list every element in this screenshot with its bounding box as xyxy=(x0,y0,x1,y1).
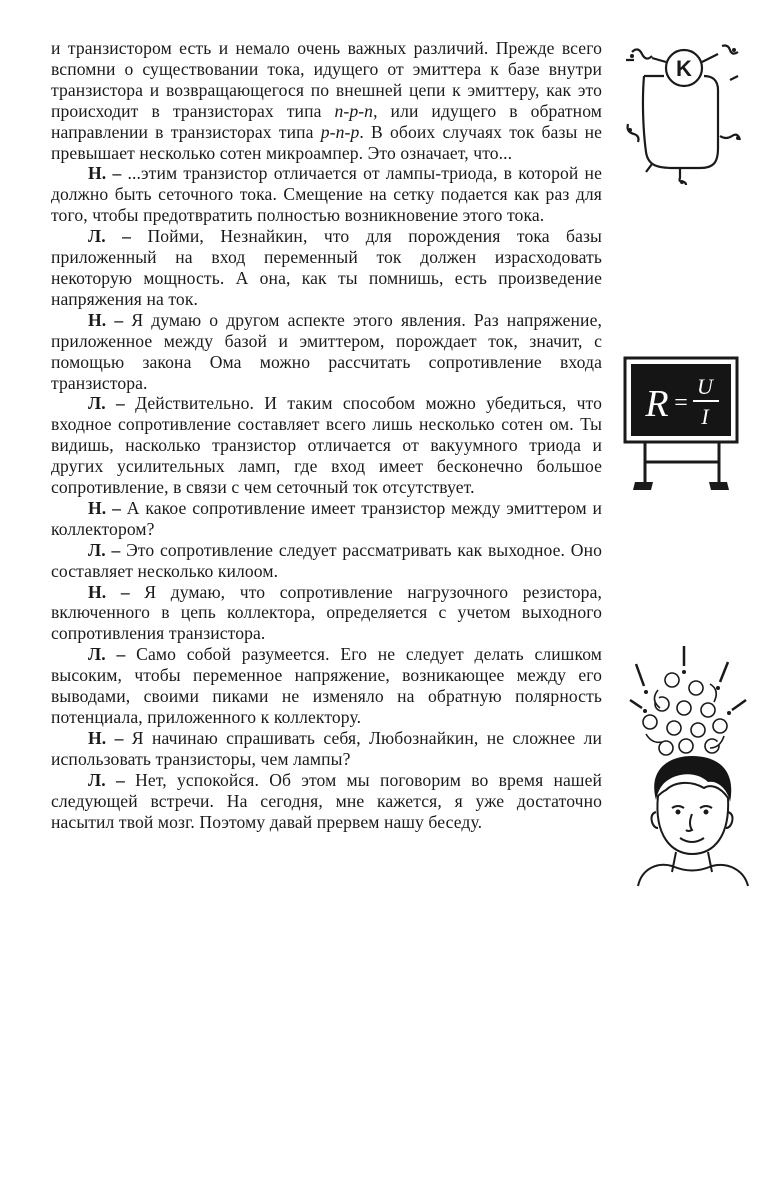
speaker-label: Л. – xyxy=(88,539,121,560)
dialogue-paragraph xyxy=(51,770,602,833)
dialogue-text: Действительно. И таким способом можно убедиться, что входное сопротивление составляет всего лишь несколько сотен ом. Ты видишь, насколько транзистор отличается от вакуумного триода и других усилительных ламп, где вход имеет бесконечно большое сопротивление, в связи с чем сеточный ток отсутствует. xyxy=(51,393,602,498)
formula-voltage: U xyxy=(697,374,713,399)
dialogue-text: А какое сопротивление имеет транзистор между эмиттером и коллектором? xyxy=(51,497,602,539)
circuit-drawing xyxy=(622,40,744,185)
blackboard-illustration xyxy=(623,354,741,494)
paragraph-intro xyxy=(51,38,602,163)
main-text xyxy=(51,38,602,832)
dialogue-paragraph xyxy=(51,540,602,582)
text-run: , или идущего в обратном направлении в транзисторах типа xyxy=(51,100,602,142)
speaker-label: Н. – xyxy=(88,497,121,518)
speaker-label: Л. – xyxy=(88,393,125,414)
npn-term: n-p-n xyxy=(334,100,374,121)
speaker-label: Л. – xyxy=(88,226,132,247)
dialogue-paragraph xyxy=(51,163,602,226)
transistor-symbol-letter: K xyxy=(676,56,692,81)
speaker-label: Н. – xyxy=(88,163,122,184)
dialogue-text: Я думаю о другом аспекте этого явления. Раз напряжение, приложенное между базой и эмиттером, порождает ток, значит, с помощью закона Ома можно рассчитать сопротивление входа транзистора. xyxy=(51,309,602,393)
dialogue-text: Нет, успокойся. Об этом мы поговорим во время нашей следующей встречи. На сегодня, мне кажется, я уже достаточно насытил твой мозг. Поэтому давай прервем нашу беседу. xyxy=(51,769,602,832)
dialogue-paragraph xyxy=(51,644,602,728)
speaker-label: Л. – xyxy=(88,644,126,665)
formula-current: I xyxy=(701,404,709,429)
dialogue-paragraph xyxy=(51,582,602,645)
formula-equals: = xyxy=(674,390,688,416)
speaker-label: Л. – xyxy=(88,769,125,790)
thinking-boy-illustration xyxy=(628,640,758,890)
speaker-label: Н. – xyxy=(88,581,130,602)
dialogue-text: Это сопротивление следует рассматривать как выходное. Оно составляет несколько килоом. xyxy=(51,539,602,581)
dialogue-text: Я думаю, что сопротивление нагрузочного резистора, включенного в цепь коллектора, определяется с учетом выходного сопротивления транзистора. xyxy=(51,581,602,644)
blackboard-drawing xyxy=(623,354,741,494)
dialogue-paragraph xyxy=(51,310,602,394)
dialogue-text: Пойми, Незнайкин, что для порождения тока базы приложенный на вход переменный ток должен израсходовать некоторую мощность. А она, как ты помнишь, есть произведение напряжения на ток. xyxy=(51,226,602,309)
dialogue-text: ...этим транзистор отличается от лампы-триода, в которой не должно быть сеточного тока. Смещение на сетку подается как раз для того, чтобы предотвратить полностью возникновение этого тока. xyxy=(51,163,602,226)
transistor-circuit-illustration xyxy=(622,40,744,185)
dialogue-paragraph xyxy=(51,393,602,498)
pnp-term: p-n-p xyxy=(320,121,360,142)
speaker-label: Н. – xyxy=(88,727,124,748)
text-run: и транзистором есть и немало очень важных различий. Прежде всего вспомни о существовании тока, идущего от эмиттера к базе внутри транзистора и возвращающегося по внешней цепи к эмиттеру, как это происходит в транзисторах типа xyxy=(51,38,602,121)
dialogue-text: Я начинаю спрашивать себя, Любознайкин, не сложнее ли использовать транзисторы, чем лампы? xyxy=(51,727,602,769)
boy-drawing xyxy=(628,640,758,890)
dialogue-paragraph xyxy=(51,226,602,310)
transistor-swarm xyxy=(643,673,727,755)
speaker-label: Н. – xyxy=(88,309,124,330)
formula-resistance: R xyxy=(645,383,669,425)
dialogue-paragraph xyxy=(51,728,602,770)
dialogue-paragraph xyxy=(51,498,602,540)
dialogue-text: Само собой разумеется. Его не следует делать слишком высоким, чтобы переменное напряжение, возникающее между его выводами, своими пиками не изменяло на обратную полярность потенциала, приложенного к коллектору. xyxy=(51,644,602,727)
text-run: . В обоих случаях ток базы не превышает несколько сотен микроампер. Это означает, что... xyxy=(51,121,603,163)
